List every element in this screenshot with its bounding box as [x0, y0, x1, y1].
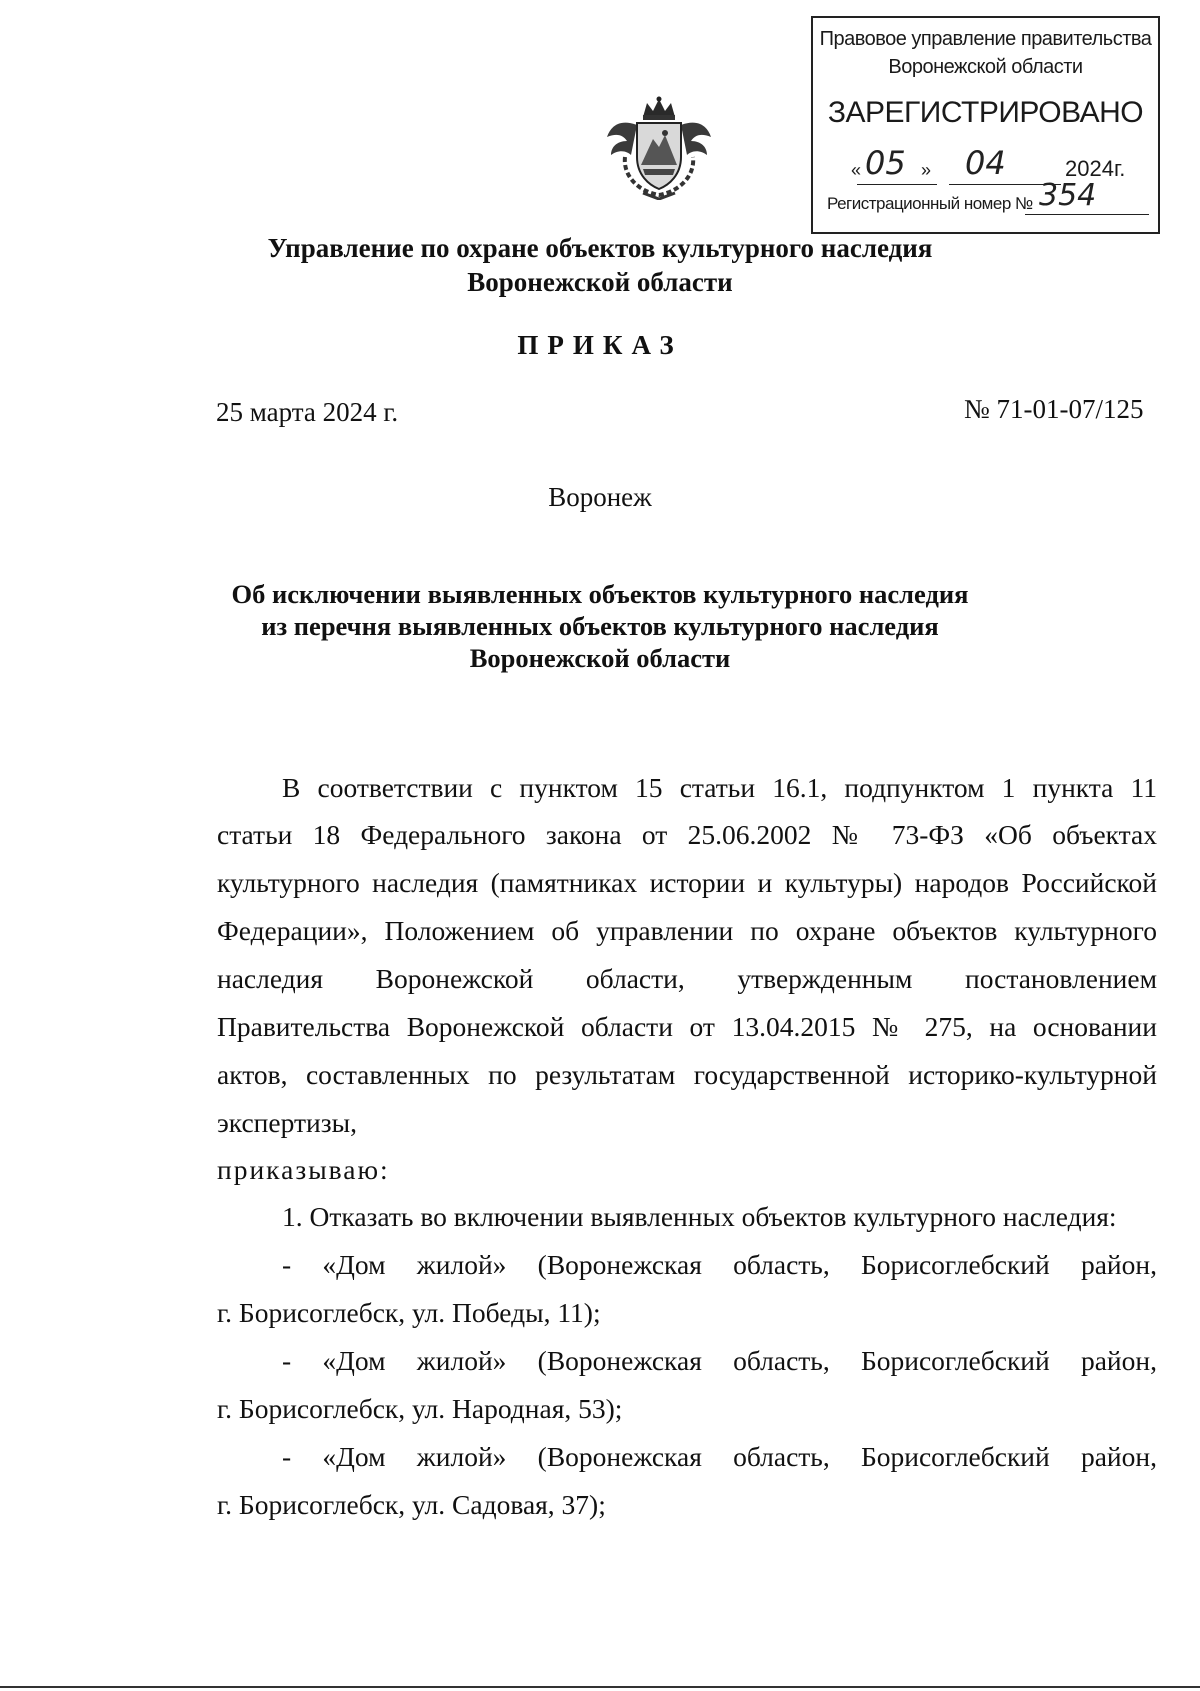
- object-3-line1: - «Дом жилой» (Воронежская область, Борисоглебский район,: [282, 1441, 1157, 1472]
- subject-line2: из перечня выявленных объектов культурного наследия: [261, 611, 939, 641]
- stamp-date: [813, 146, 1158, 186]
- stamp-reg-number-label: Регистрационный номер №: [827, 194, 1033, 213]
- subject-line3: Воронежской области: [469, 643, 731, 673]
- body-line: Правительства Воронежской области от 13.04.2015 № 275, на основании: [217, 1011, 1157, 1042]
- object-2-line1: - «Дом жилой» (Воронежская область, Борисоглебский район,: [282, 1345, 1157, 1376]
- object-2-line2: г. Борисоглебск, ул. Народная, 53);: [217, 1393, 623, 1424]
- body-line: В соответствии с пунктом 15 статьи 16.1, подпунктом 1 пункта 11: [282, 772, 1157, 803]
- body-line: актов, составленных по результатам государственной историко-культурной: [217, 1059, 1157, 1090]
- document-city: Воронеж: [548, 482, 652, 512]
- stamp-reg-number: 354: [1039, 178, 1097, 213]
- object-1-line2: г. Борисоглебск, ул. Победы, 11);: [217, 1297, 601, 1328]
- page-bottom-edge: [0, 1686, 1200, 1688]
- body-line: Федерации», Положением об управлении по охране объектов культурного: [217, 915, 1157, 946]
- stamp-day-underline: [857, 184, 937, 185]
- document-date: 25 марта 2024 г.: [216, 397, 399, 427]
- object-1-line1: - «Дом жилой» (Воронежская область, Борисоглебский район,: [282, 1249, 1157, 1280]
- stamp-month: 04: [965, 144, 1006, 182]
- stamp-year: 2024г.: [1065, 156, 1126, 181]
- stamp-open-quote: «: [851, 160, 862, 180]
- registration-stamp: [811, 16, 1160, 234]
- stamp-org-line1: Правовое управление правительства: [819, 28, 1152, 50]
- stamp-close-quote: »: [921, 160, 932, 180]
- order-word: приказываю:: [217, 1154, 390, 1185]
- body-line: культурного наследия (памятниках истории и культуры) народов Российской: [217, 867, 1157, 898]
- stamp-reg-number-underline: [1025, 214, 1149, 215]
- object-3-line2: г. Борисоглебск, ул. Садовая, 37);: [217, 1489, 606, 1520]
- stamp-registered: ЗАРЕГИСТРИРОВАНО: [827, 96, 1144, 129]
- body-line: наследия Воронежской области, утвержденным постановлением: [217, 963, 1157, 994]
- order-item-1: 1. Отказать во включении выявленных объектов культурного наследия:: [282, 1201, 1117, 1232]
- document-number: № 71-01-07/125: [964, 394, 1144, 424]
- org-title-line2: Воронежской области: [467, 267, 733, 297]
- document-type: ПРИКАЗ: [517, 330, 683, 360]
- body-line: статьи 18 Федерального закона от 25.06.2002 № 73-ФЗ «Об объектах: [217, 819, 1157, 850]
- stamp-day: 05: [865, 144, 906, 182]
- org-title-line1: Управление по охране объектов культурного наследия: [267, 233, 933, 263]
- coat-of-arms-emblem: [603, 95, 715, 200]
- subject-line1: Об исключении выявленных объектов культурного наследия: [231, 579, 969, 609]
- body-line: экспертизы,: [217, 1107, 357, 1138]
- stamp-org-line2: Воронежской области: [888, 56, 1083, 78]
